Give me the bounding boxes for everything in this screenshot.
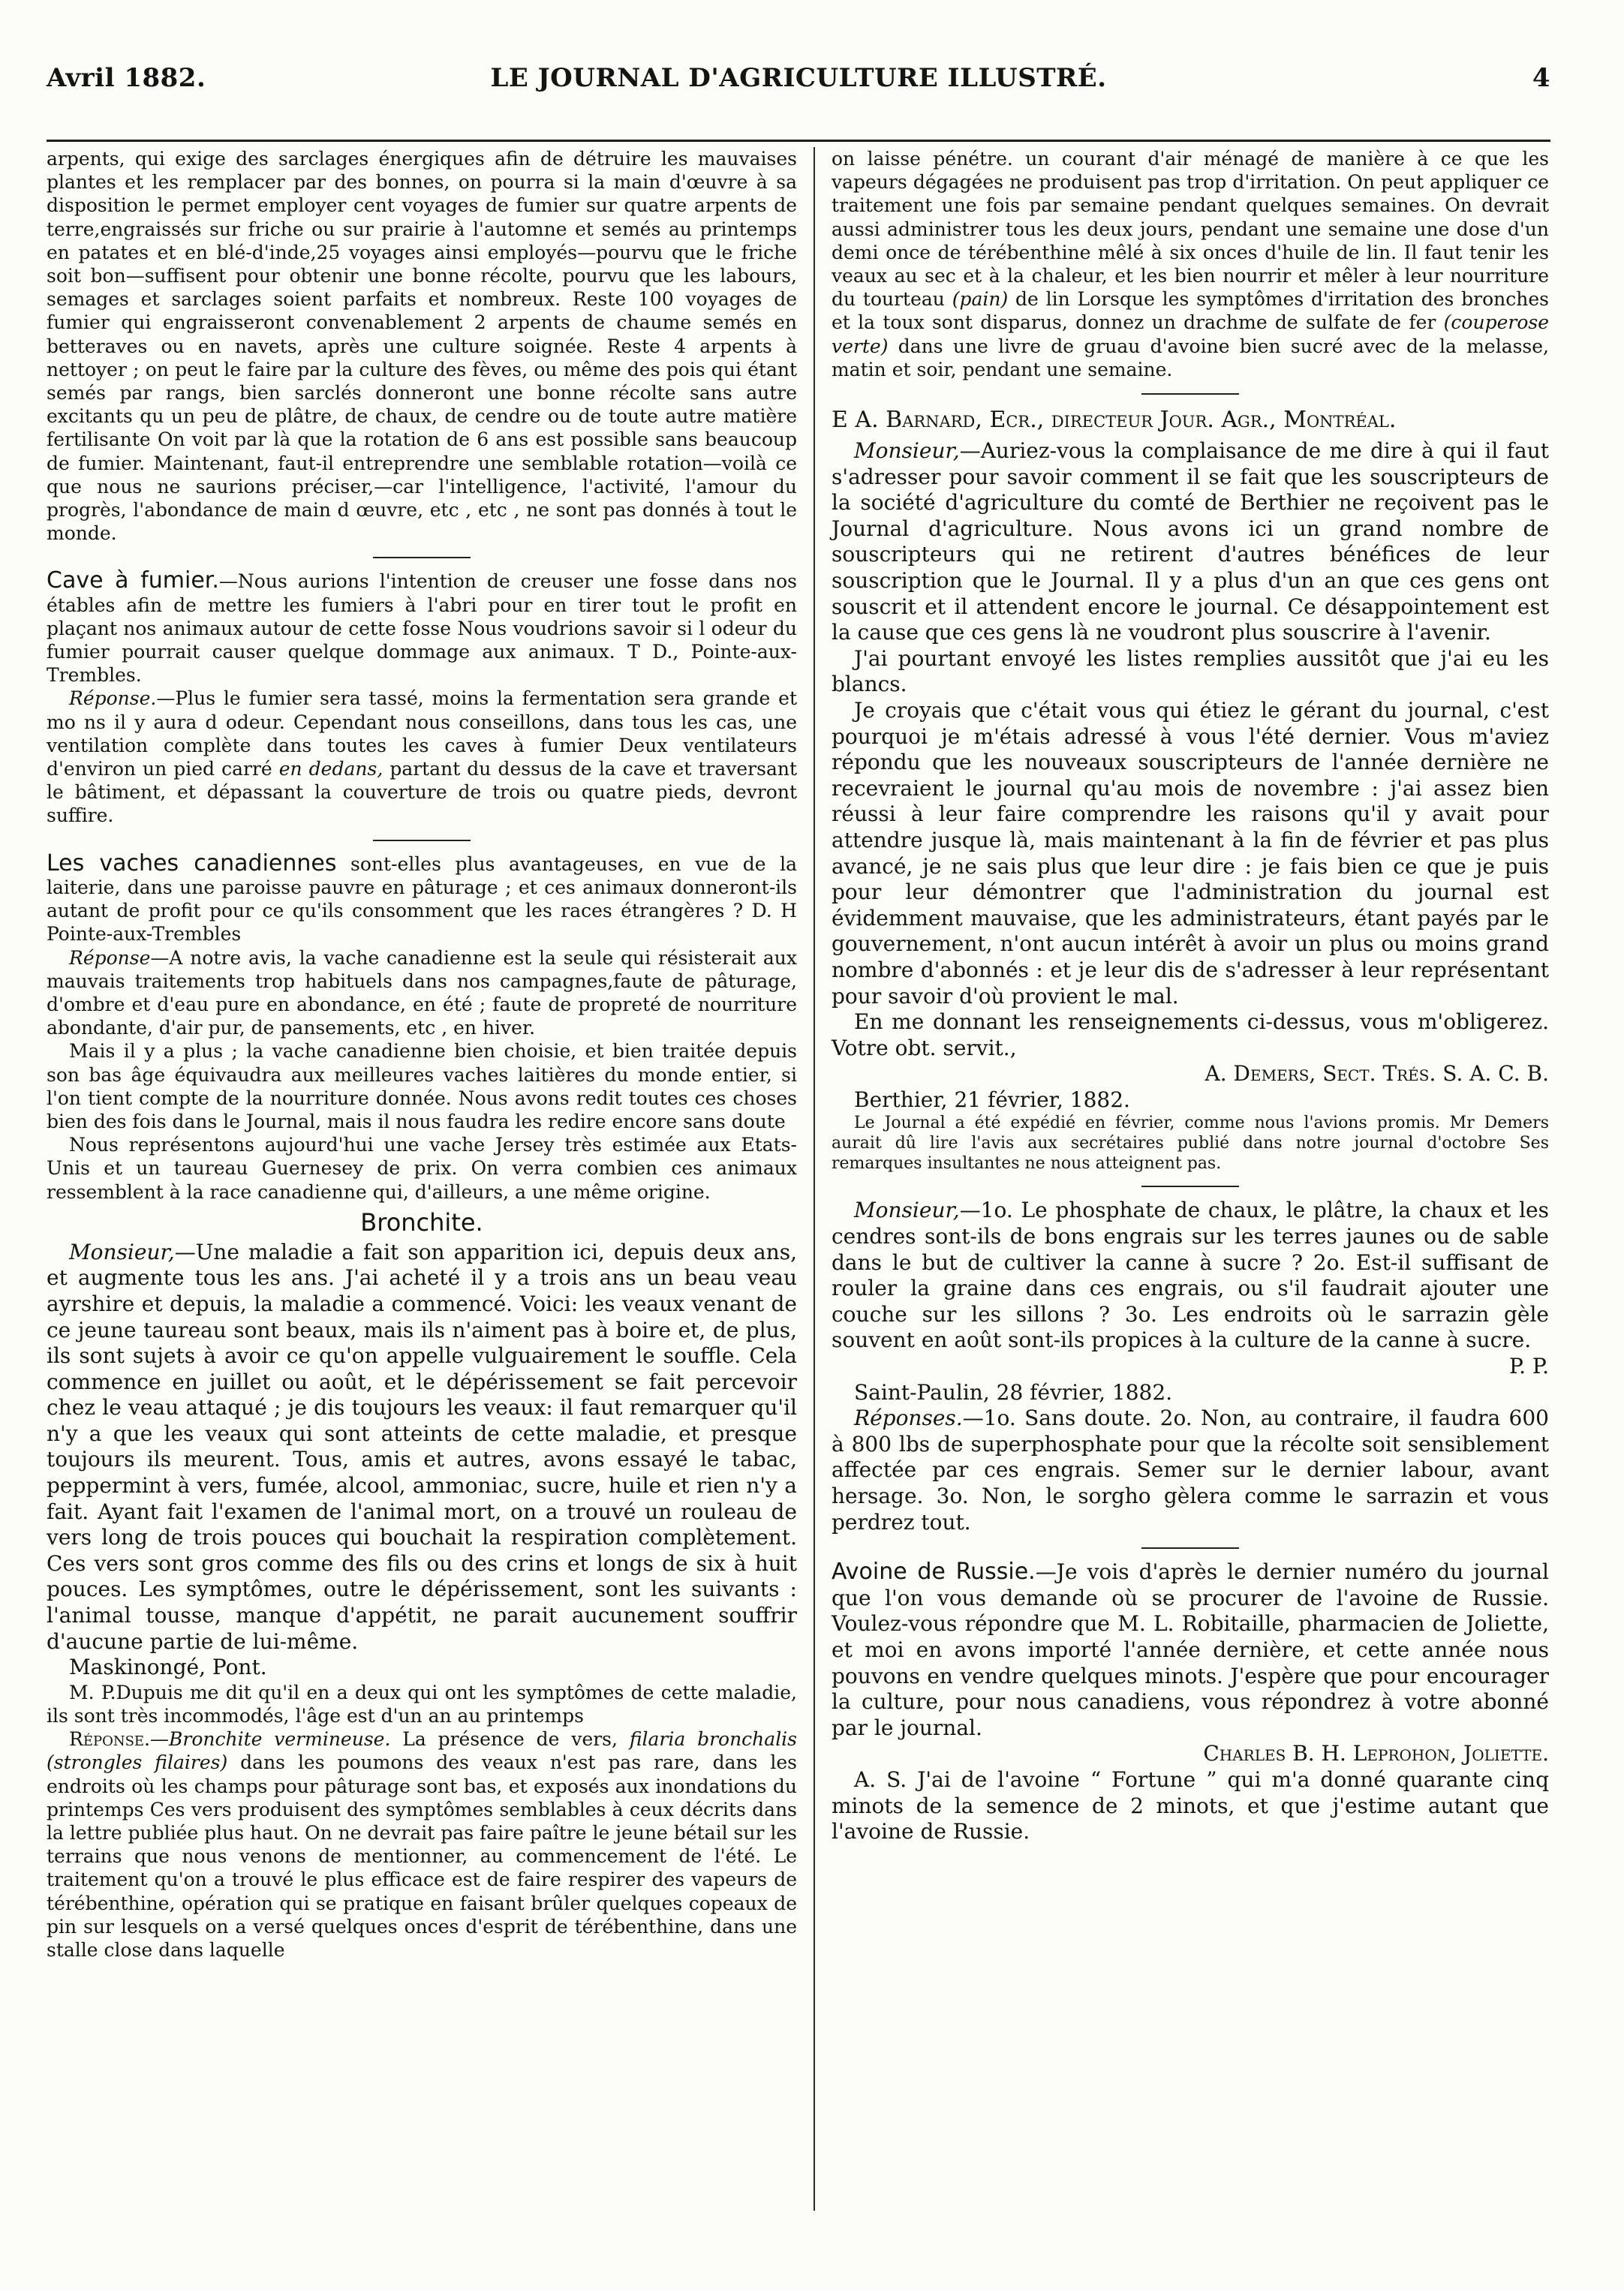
barnard-paragraph: En me donnant les renseignements ci-dessus, vous m'obligerez. Votre obt. servit., xyxy=(832,1009,1549,1060)
avoine-letter-text: —Je vois d'après le dernier numéro du journal que l'on vous demande où se procurer de l'avoine de Russie. Voulez-vous répondre que M. L. Robitaille, pharmacien de Joliette, et moi en avons importé l'année dernière, et cette année nous pouvons en vendre quelques minots. J'espère que pour encourager la culture, pour nous canadiens, vous répondrez à votre abonné par le journal. xyxy=(832,1559,1549,1740)
bronchite-reply-text: La présence de vers, xyxy=(402,1728,618,1751)
vaches-question xyxy=(47,849,797,946)
phosphate-reply-text: —1o. Sans doute. 2o. Non, au contraire, il faudra 600 à 800 lbs de superphosphate pour que la récolte soit sensiblement affectée par ces engrais. Semer sur le dernier labour, avant hersage. 3o. Non, le sorgho gèlera comme le sarrazin et vous perdrez tout. xyxy=(832,1406,1549,1535)
continuation-italic: (couperose verte) xyxy=(832,311,1549,357)
article-cave-fumier xyxy=(47,569,797,827)
article-barnard-letter xyxy=(832,405,1549,1174)
avoine-letter xyxy=(832,1559,1549,1741)
cave-question-text: —Nous aurions l'intention de creuser une fosse dans nos étables afin de mettre les fumiers à l'abri pour en tirer tout le profit en plaçant nos animaux autour de cette fosse Nous voudrions savoir si l odeur du fumier pourrait causer quelque dommage aux animaux. T D., Pointe-aux-Trembles. xyxy=(47,570,797,687)
cave-reply xyxy=(47,687,797,827)
vaches-paragraph: Mais il y a plus ; la vache canadienne bien choisie, et bien traitée depuis son bas âge équivaudra aux meilleures vaches laitières du monde entier, si l'on tient compte de la nourriture donnée. Nous avons redit toutes ces choses bien des fois dans le Journal, mais il nous faudra les redire encore sans doute xyxy=(47,1040,797,1132)
continuation-text: de lin Lorsque les symptômes d'irritation des bronches et la toux sont disparus, donnez un drachme de sulfate de fer xyxy=(832,288,1549,334)
phosphate-letter xyxy=(832,1198,1549,1354)
article-vaches xyxy=(47,849,797,1204)
phosphate-letter-text: —1o. Le phosphate de chaux, le plâtre, la chaux et les cendres sont-ils de bons engrais sur les terres jaunes ou de sable dans le but de cultiver la canne à sucre ? 2o. Est-il suffisant de rouler la graine dans ces engrais, ou s'il faudrait ajouter une couche sur les sillons ? 3o. Les endroits où le sarrazin gèle souvent en août sont-ils propices à la culture de la canne à sucre. xyxy=(832,1198,1549,1353)
editor-note: Le Journal a été expédié en février, comme nous l'avions promis. Mr Demers aurait dû lire l'avis aux secrétaires publié dans notre journal d'octobre Ses remarques insultantes ne nous atteignent pas. xyxy=(832,1114,1549,1174)
article-avoine xyxy=(832,1559,1549,1845)
phosphate-salutation: Monsieur, xyxy=(854,1198,960,1223)
avoine-postscript: A. S. J'ai de l'avoine “ Fortune ” qui m'a donné quarante cinq minots de la semence de 2 minots, et que j'estime autant que l'avoine de Russie. xyxy=(832,1766,1549,1845)
barnard-signature: A. Demers, Sect. Trés. S. A. C. B. xyxy=(1204,1061,1549,1087)
continuation-italic: (pain) xyxy=(952,288,1009,311)
cave-heading: Cave à fumier. xyxy=(47,567,219,594)
header-rule xyxy=(47,140,1550,142)
bronchite-continuation xyxy=(832,147,1549,381)
bronchite-place: Maskinongé, Pont. xyxy=(69,1655,267,1680)
separator xyxy=(1141,1547,1239,1549)
bronchite-reply-italic: —Bronchite vermineuse. xyxy=(150,1728,391,1751)
phosphate-reply xyxy=(832,1406,1549,1535)
bronchite-letter-text: —Une maladie a fait son apparition ici, depuis deux ans, et augmente tous les ans. J'ai acheté il y a trois ans un beau veau ayrshire et depuis, la maladie a commencé. Voici: les veaux venant de ce jeune taureau sont beaux, mais ils n'aiment pas à boire et, de plus, ils sont sujets à avoir ce qu'on appelle vulguairement le souffle. Cela commence en juillet ou août, et le dépérissement se fait percevoir chez le veau attaqué ; je dis toujours les veaux: il faut remarquer qu'il n'y a que les veaux qui sont atteints de cette maladie, et presque toujours ils meurent. Tous, amis et autres, avons essayé le tabac, peppermint à vers, fumée, alcool, ammoniac, sucre, huile et rien n'y a fait. Ayant fait l'examen de l'animal mort, on a trouvé un rouleau de vers long de trois pouces qui bouchait la respiration complètement. Ces vers sont gros comme des fils ou des crins et longs de six à huit pouces. Les symptômes, outre le dépérissement, sont les suivants : l'animal tousse, manque d'appétit, ne parait aucunement souffrir d'aucune partie de lui-même. xyxy=(47,1239,797,1654)
separator xyxy=(373,840,471,841)
letter-addressee: E A. Barnard, Ecr., directeur Jour. Agr., Montréal. xyxy=(832,407,1397,434)
cave-reply-label: Réponse. xyxy=(69,687,157,710)
bronchite-reply-italic: filaria bronchalis (strongles filaires) xyxy=(47,1728,798,1774)
barnard-paragraph-text: —Auriez-vous la complaisance de me dire à qui il faut s'adresser pour savoir comment il se fait que les souscripteurs de la société d'agriculture du comté de Berthier ne reçoivent pas le Journal d'agriculture. Nous avons ici un grand nombre de souscripteurs qui ne retirent d'autres bénéfices de leur souscription que le Journal. Il y a plus d'un an que ces gens ont souscrit et il attendent encore le journal. Ce désappointement est la cause que ces gens là ne voudront plus souscrire à l'avenir. xyxy=(832,438,1549,645)
article-bronchite xyxy=(47,1208,797,1962)
article-rotation xyxy=(47,147,797,545)
phosphate-initials: P. P. xyxy=(1508,1354,1549,1379)
barnard-paragraph: Je croyais que c'était vous qui étiez le gérant du journal, c'est pourquoi je m'étais adressé à vous l'été dernier. Vous m'aviez répondu que les nouveaux souscripteurs de l'année dernière ne recevraient le journal qu'au mois de novembre : j'ai assez bien réussi à leur faire comprendre les raisons qu'il y avait pour attendre jusque là, mais maintenant à la fin de février et pas plus avancé, je ne sais plus que leur dire : je fais bien ce que je puis pour leur démontrer que l'administration du journal est évidemment mauvaise, que les administrateurs, étant payés par le gouvernement, n'ont aucun intérêt à avoir un plus ou moins grand nombre d'abonnés : et je leur dis de s'adresser à leur représentant pour savoir d'où provient le mal. xyxy=(832,697,1549,1009)
journal-title: LE JOURNAL D'AGRICULTURE ILLUSTRÉ. xyxy=(490,63,1107,93)
bronchite-title: Bronchite. xyxy=(360,1207,483,1237)
continuation-text: on laisse pénétre. un courant d'air ménagé de manière à ce que les vapeurs dégagées ne produisent pas trop d'irritation. On peut appliquer ce traitement une fois par semaine pendant quelques semaines. On devrait aussi administrer tous les deux jours, pendant une semaine une dose d'un demi once de térébenthine mêlé à six onces d'huile de lin. Il faut tenir les veaux au sec et à la chaleur, et les bien nourrir et mêler à leur nourriture du tourteau xyxy=(832,148,1549,311)
article-phosphate xyxy=(832,1198,1549,1535)
phosphate-dateline: Saint-Paulin, 28 février, 1882. xyxy=(854,1379,1173,1405)
continuation-text: dans une livre de gruau d'avoine bien sucré avec de la melasse, matin et soir, pendant une semaine. xyxy=(832,335,1550,380)
cave-reply-text: —Plus le fumier sera tassé, moins la fermentation sera grande et mo ns il y aura d odeur. Cependant nous conseillons, dans tous les cas, une ventilation complète dans toutes les caves à fumier Deux ventilateurs d'environ un pied carré xyxy=(47,687,797,780)
barnard-salutation: Monsieur, xyxy=(854,438,960,464)
rotation-text: arpents, qui exige des sarclages énergiques afin de détruire les mauvaises plantes et les remplacer par des bonnes, on pourra si la main d'œuvre à sa disposition le permet employer cent voyages de fumier sur quatre arpents de terre,engraissés sur friche ou sur prairie à l'automne et semés au printemps en patates et en blé-d'inde,25 voyages ainsi employés—pourvu que le friche soit bon—suffisent pour obtenir une bonne récolte, pourvu que les labours, semages et sarclages soient parfaits et nombreux. Reste 100 voyages de fumier qui engraisseront convenablement 2 arpents de chaume semés en betteraves ou en navets, après une culture soignée. Reste 4 arpents à nettoyer ; on peut le faire par la culture des fèves, ou même des pois qui étant semés par rangs, bien sarclés donneront une bonne récolte sans autre excitants qu un peu de plâtre, de chaux, de cendre ou de toute autre matière fertilisante On voit par là que la rotation de 6 ans est possible sans beaucoup de fumier. Maintenant, faut-il entreprendre une semblable rotation—voilà ce que nous ne saurions préciser,—car l'intelligence, l'activité, l'amour du progrès, l'abondance de main d œuvre, etc , etc , ne sont pas donnés à tout le monde. xyxy=(47,148,797,545)
separator xyxy=(1141,393,1239,395)
barnard-paragraph xyxy=(832,438,1549,646)
vaches-reply xyxy=(47,946,797,1040)
vaches-heading: Les vaches canadiennes xyxy=(47,849,337,876)
issue-date: Avril 1882. xyxy=(47,63,206,93)
avoine-signature: Charles B. H. Leprohon, Joliette. xyxy=(1203,1741,1549,1766)
separator xyxy=(1141,1186,1239,1187)
page-header xyxy=(47,63,1550,108)
bronchite-reply-label: Réponse. xyxy=(69,1728,150,1751)
separator xyxy=(373,557,471,558)
vaches-reply-label: Réponse xyxy=(69,946,151,969)
article-bronchite-continued xyxy=(832,147,1549,381)
cave-question xyxy=(47,569,797,687)
bronchite-salutation: Monsieur, xyxy=(69,1239,175,1264)
cave-reply-end: partant du dessus de la cave et traversant le bâtiment, et dépassant la couverture de trois ou quatre pieds, devront suffire. xyxy=(47,758,798,827)
bronchite-paragraph: M. P.Dupuis me dit qu'il en a deux qui ont les symptômes de cette maladie, ils sont très incommodés, l'âge est d'un an au printemps xyxy=(47,1681,797,1727)
cave-reply-italic: en dedans, xyxy=(278,758,383,780)
bronchite-reply-text: dans les poumons des veaux n'est pas rare, dans les endroits où les champs pour pâturage sont bas, et exposés aux inondations du printemps Ces vers produisent des symptômes semblables à ceux décrits dans la lettre publiée plus haut. On ne devrait pas faire paître le jeune bétail sur les terrains que nous venons de mentionner, au commencement de l'été. Le traitement qu'on a trouvé le plus efficace est de faire respirer des vapeurs de térébenthine, opération qui se pratique en faisant brûler quelques copeaux de pin sur lesquels on a versé quelques onces d'esprit de térébenthine, dans une stalle close dans laquelle xyxy=(47,1751,797,1962)
bronchite-reply xyxy=(47,1727,797,1962)
phosphate-reply-label: Réponses. xyxy=(854,1406,963,1431)
vaches-paragraph: Nous représentons aujourd'hui une vache Jersey très estimée aux Etats-Unis et un taureau Guernesey de prix. On verra combien ces animaux ressemblent à la race canadienne qui, d'ailleurs, a une même origine. xyxy=(47,1134,797,1203)
barnard-paragraph: J'ai pourtant envoyé les listes remplies aussitôt que j'ai eu les blancs. xyxy=(832,645,1549,697)
barnard-dateline: Berthier, 21 février, 1882. xyxy=(854,1087,1130,1112)
vaches-reply-text: —A notre avis, la vache canadienne est la seule qui résisterait aux mauvais traitements trop habituels dans nos campagnes,faute de pâturage, d'ombre et d'eau pure en abondance, en été ; faute de propreté de nourriture abondante, d'air pur, de pansements, etc , en hiver. xyxy=(47,946,797,1039)
right-column xyxy=(832,147,1549,1845)
bronchite-letter xyxy=(47,1240,797,1655)
left-column xyxy=(47,147,797,1962)
column-divider xyxy=(814,147,815,2211)
page-number: 4 xyxy=(1532,63,1550,93)
vaches-question-text: sont-elles plus avantageuses, en vue de la laiterie, dans une paroisse pauvre en pâturage ; et ces animaux donneront-ils autant de profit pour ce qu'ils consomment que les races étrangères ? D. H Pointe-aux-Trembles xyxy=(47,852,797,946)
avoine-heading: Avoine de Russie. xyxy=(832,1559,1036,1586)
